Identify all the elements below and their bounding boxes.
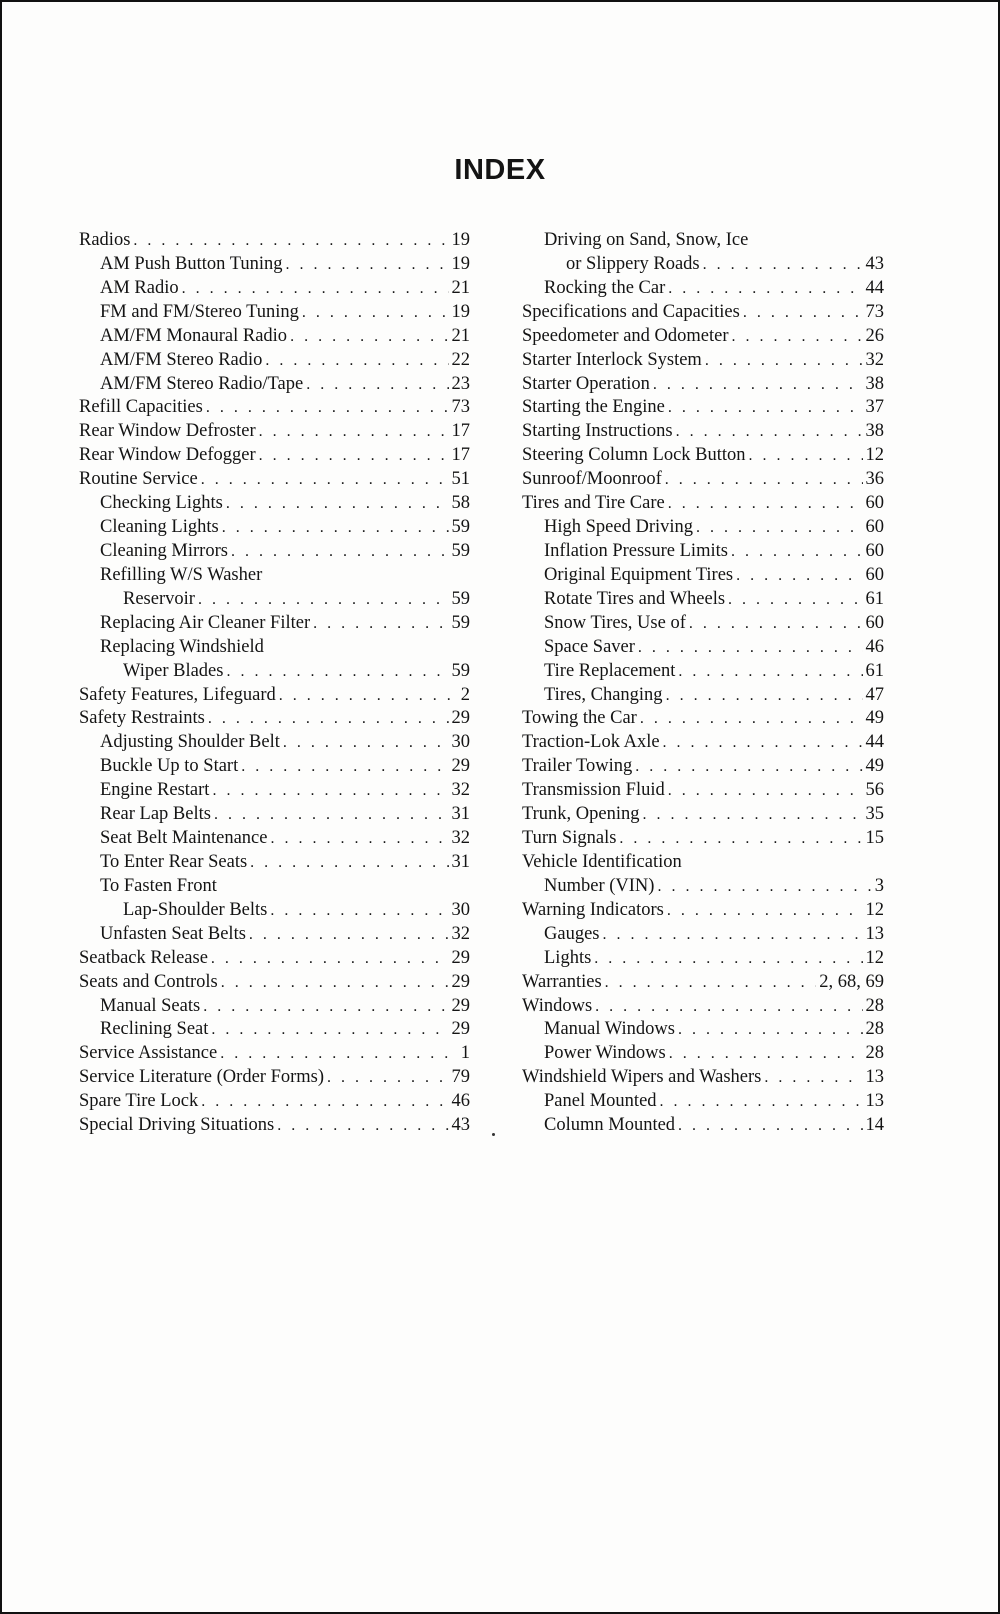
index-entry-page: 49 <box>865 708 884 729</box>
dot-leader <box>595 995 862 1019</box>
index-entry-label: Seatback Release <box>79 947 208 968</box>
index-entry <box>79 803 470 827</box>
index-entry <box>79 325 470 349</box>
index-entry-page: 3 <box>874 875 884 896</box>
index-entry-label: Cleaning Mirrors <box>100 540 228 561</box>
index-entry-label: Windshield Wipers and Washers <box>522 1067 762 1088</box>
index-entry <box>79 253 470 277</box>
index-entry-page: 17 <box>451 445 470 466</box>
dot-leader <box>743 301 863 325</box>
index-entry-label: Driving on Sand, Snow, Ice <box>544 230 749 250</box>
index-entry <box>522 1018 884 1042</box>
index-entry <box>522 1042 884 1066</box>
index-entry-label: Replacing Air Cleaner Filter <box>100 612 311 633</box>
index-entry-page: 21 <box>451 325 470 346</box>
index-entry <box>522 420 884 444</box>
index-entry <box>79 1066 470 1090</box>
index-entry-page: 28 <box>865 995 884 1016</box>
index-entry <box>522 827 884 851</box>
dot-leader <box>182 277 449 301</box>
index-entry-page: 2 <box>460 684 470 705</box>
index-entry <box>79 1114 470 1138</box>
index-entry <box>522 660 884 684</box>
dot-leader <box>668 779 863 803</box>
index-entry <box>79 899 470 923</box>
index-entry-label: Routine Service <box>79 469 198 490</box>
index-entry-page: 29 <box>451 947 470 968</box>
index-entry-page: 32 <box>865 349 884 370</box>
dot-leader <box>736 564 862 588</box>
index-entry-page: 12 <box>865 899 884 920</box>
dot-leader <box>619 827 862 851</box>
index-entry-page: 35 <box>865 804 884 825</box>
index-entry <box>79 851 470 875</box>
index-entry-label: Inflation Pressure Limits <box>544 540 728 561</box>
index-entry <box>79 277 470 301</box>
dot-leader <box>667 899 863 923</box>
index-entry-page: 29 <box>451 995 470 1016</box>
index-entry <box>79 707 470 731</box>
index-entry-page: 38 <box>865 373 884 394</box>
index-entry-page: 59 <box>451 660 470 681</box>
index-entry-label: Transmission Fluid <box>522 780 665 801</box>
index-entry-page: 12 <box>865 947 884 968</box>
index-entry <box>522 564 884 588</box>
dot-leader <box>277 1114 448 1138</box>
index-entry-label: Radios <box>79 230 131 250</box>
index-entry-label: Replacing Windshield <box>100 636 264 657</box>
index-entry-label: Power Windows <box>544 1043 666 1064</box>
index-column-left <box>79 229 470 1138</box>
page-title: INDEX <box>454 154 546 186</box>
index-entry-label: Safety Features, Lifeguard <box>79 684 276 705</box>
index-entry-page: 51 <box>451 469 470 490</box>
index-entry-label: Speedometer and Odometer <box>522 325 729 346</box>
index-entry <box>522 516 884 540</box>
index-entry-page: 19 <box>451 301 470 322</box>
index-entry-label: Rear Window Defogger <box>79 445 256 466</box>
index-entry-page: 60 <box>865 612 884 633</box>
dot-leader <box>286 253 449 277</box>
index-entry-page: 36 <box>865 469 884 490</box>
index-entry-label: Manual Seats <box>100 995 201 1016</box>
index-entry <box>79 301 470 325</box>
index-entry <box>522 731 884 755</box>
index-entry-page: 13 <box>865 923 884 944</box>
index-entry-page: 60 <box>865 540 884 561</box>
dot-leader <box>660 1090 863 1114</box>
dot-leader <box>635 755 862 779</box>
dot-leader <box>220 1042 458 1066</box>
index-entry-label: Manual Windows <box>544 1019 675 1040</box>
dot-leader <box>657 875 871 899</box>
dot-leader <box>327 1066 448 1090</box>
index-entry-page: 2, 68, 69 <box>819 971 884 992</box>
index-entry-page: 29 <box>451 708 470 729</box>
index-entry-label: Starting Instructions <box>522 421 673 442</box>
index-entry-page: 73 <box>451 397 470 418</box>
index-entry <box>79 420 470 444</box>
index-entry <box>522 803 884 827</box>
dot-leader <box>676 420 863 444</box>
index-entry <box>79 684 470 708</box>
dot-leader <box>732 325 863 349</box>
index-entry-label: Column Mounted <box>544 1115 676 1136</box>
index-entry-page: 32 <box>451 780 470 801</box>
index-entry-label: AM/FM Stereo Radio <box>100 349 263 370</box>
index-entry <box>522 899 884 923</box>
index-entry-label: Warranties <box>522 971 602 992</box>
index-entry-page: 79 <box>451 1067 470 1088</box>
dot-leader <box>211 1018 448 1042</box>
index-entry-label: Seat Belt Maintenance <box>100 828 268 849</box>
index-entry-page: 46 <box>451 1091 470 1112</box>
print-speck <box>492 1133 495 1136</box>
index-entry-page: 56 <box>865 780 884 801</box>
index-entry-page: 58 <box>451 493 470 514</box>
index-entry-page: 38 <box>865 421 884 442</box>
index-entry-label: Tires and Tire Care <box>522 493 665 514</box>
index-entry-page: 59 <box>451 540 470 561</box>
index-entry <box>522 396 884 420</box>
index-entry-label: Service Assistance <box>79 1043 218 1064</box>
index-entry-page: 49 <box>865 756 884 777</box>
index-entry <box>79 229 470 253</box>
index-entry-label: Checking Lights <box>100 493 223 514</box>
index-entry <box>79 995 470 1019</box>
index-entry-page: 14 <box>865 1115 884 1136</box>
index-entry <box>522 995 884 1019</box>
index-entry-label: Number (VIN) <box>544 875 655 896</box>
index-entry <box>79 660 470 684</box>
dot-leader <box>241 755 448 779</box>
dot-leader <box>594 947 862 971</box>
index-entry-label: Turn Signals <box>522 828 617 849</box>
dot-leader <box>222 516 449 540</box>
index-entry-label: Reclining Seat <box>100 1019 209 1040</box>
index-entry <box>522 373 884 397</box>
index-entry-label: Refill Capacities <box>79 397 203 418</box>
index-entry <box>79 636 470 660</box>
index-entry-page: 46 <box>865 636 884 657</box>
dot-leader <box>259 420 449 444</box>
index-entry <box>522 947 884 971</box>
index-entry-label: Cleaning Lights <box>100 517 219 538</box>
index-entry-label: To Fasten Front <box>100 875 217 896</box>
dot-leader <box>259 444 449 468</box>
dot-leader <box>605 971 817 995</box>
dot-leader <box>313 612 448 636</box>
index-entry <box>522 1090 884 1114</box>
index-entry <box>522 875 884 899</box>
dot-leader <box>201 1090 448 1114</box>
dot-leader <box>668 492 863 516</box>
index-entry <box>522 444 884 468</box>
dot-leader <box>728 588 862 612</box>
dot-leader <box>133 229 448 253</box>
index-entry-label: Adjusting Shoulder Belt <box>100 732 280 753</box>
dot-leader <box>749 444 863 468</box>
dot-leader <box>201 468 449 492</box>
index-entry <box>79 444 470 468</box>
index-entry-label: Seats and Controls <box>79 971 218 992</box>
index-entry <box>79 468 470 492</box>
index-entry-label: Buckle Up to Start <box>100 756 239 777</box>
dot-leader <box>669 1042 863 1066</box>
index-entry-label: To Enter Rear Seats <box>100 851 248 872</box>
dot-leader <box>270 827 448 851</box>
index-entry-label: Rear Window Defroster <box>79 421 256 442</box>
index-entry-page: 60 <box>865 493 884 514</box>
index-entry-label: Trailer Towing <box>522 756 633 777</box>
dot-leader <box>198 588 449 612</box>
index-entry <box>522 684 884 708</box>
dot-leader <box>203 995 448 1019</box>
dot-leader <box>206 396 449 420</box>
index-entry-label: Original Equipment Tires <box>544 564 734 585</box>
dot-leader <box>703 253 863 277</box>
dot-leader <box>249 923 449 947</box>
dot-leader <box>678 660 862 684</box>
index-entry-label: AM Push Button Tuning <box>100 253 283 274</box>
dot-leader <box>212 779 448 803</box>
index-entry-page: 22 <box>451 349 470 370</box>
index-entry-page: 37 <box>865 397 884 418</box>
dot-leader <box>226 492 449 516</box>
dot-leader <box>270 899 448 923</box>
index-entry-page: 31 <box>451 851 470 872</box>
index-entry-page: 23 <box>451 373 470 394</box>
index-entry-label: Engine Restart <box>100 780 210 801</box>
index-entry-label: Spare Tire Lock <box>79 1091 199 1112</box>
index-entry-label: Trunk, Opening <box>522 804 640 825</box>
dot-leader <box>731 540 863 564</box>
index-entry <box>522 755 884 779</box>
index-entry-label: Starter Interlock System <box>522 349 702 370</box>
index-entry-label: Traction-Lok Axle <box>522 732 660 753</box>
dot-leader <box>306 373 448 397</box>
index-entry <box>79 516 470 540</box>
index-entry-label: Lights <box>544 947 592 968</box>
index-entry-label: Refilling W/S Washer <box>100 564 263 585</box>
index-entry-page: 29 <box>451 756 470 777</box>
index-entry-page: 73 <box>865 301 884 322</box>
index-entry <box>522 325 884 349</box>
index-entry-page: 17 <box>451 421 470 442</box>
index-entry <box>79 396 470 420</box>
index-column-right <box>522 229 884 1138</box>
index-entry-page: 13 <box>865 1067 884 1088</box>
index-entry <box>522 612 884 636</box>
index-entry-label: Starter Operation <box>522 373 650 394</box>
index-entry <box>79 540 470 564</box>
index-entry <box>79 373 470 397</box>
dot-leader <box>250 851 448 875</box>
index-entry <box>79 971 470 995</box>
index-entry-page: 44 <box>865 277 884 298</box>
index-entry <box>79 1090 470 1114</box>
index-entry-label: AM/FM Monaural Radio <box>100 325 288 346</box>
dot-leader <box>221 971 449 995</box>
dot-leader <box>764 1066 862 1090</box>
index-entry <box>79 492 470 516</box>
index-entry <box>522 779 884 803</box>
dot-leader <box>666 684 863 708</box>
index-entry-label: Wiper Blades <box>123 660 224 681</box>
index-entry-label: Windows <box>522 995 593 1016</box>
dot-leader <box>678 1114 862 1138</box>
index-entry-label: FM and FM/Stereo Tuning <box>100 301 299 322</box>
index-entry-label: Tire Replacement <box>544 660 676 681</box>
index-entry <box>522 540 884 564</box>
index-entry <box>522 851 884 875</box>
index-entry <box>522 636 884 660</box>
index-entry-label: AM Radio <box>100 277 179 298</box>
index-entry-page: 28 <box>865 1019 884 1040</box>
index-entry-label: AM/FM Stereo Radio/Tape <box>100 373 304 394</box>
index-entry <box>79 612 470 636</box>
index-entry-page: 31 <box>451 804 470 825</box>
index-entry-label: Gauges <box>544 923 600 944</box>
index-entry <box>522 707 884 731</box>
index-entry-page: 32 <box>451 828 470 849</box>
index-entry-label: Warning Indicators <box>522 899 664 920</box>
index-entry <box>522 253 884 277</box>
index-entry <box>522 588 884 612</box>
index-entry-label: Rotate Tires and Wheels <box>544 588 726 609</box>
index-entry <box>79 827 470 851</box>
dot-leader <box>283 731 449 755</box>
index-entry-page: 13 <box>865 1091 884 1112</box>
index-entry <box>522 468 884 492</box>
dot-leader <box>705 349 863 373</box>
index-entry-page: 60 <box>865 517 884 538</box>
dot-leader <box>640 707 863 731</box>
dot-leader <box>668 396 863 420</box>
index-entry <box>79 947 470 971</box>
index-entry-page: 19 <box>451 230 470 250</box>
dot-leader <box>214 803 449 827</box>
index-entry-page: 15 <box>865 828 884 849</box>
dot-leader <box>226 660 448 684</box>
index-entry <box>79 588 470 612</box>
dot-leader <box>290 325 448 349</box>
index-entry-page: 61 <box>865 660 884 681</box>
dot-leader <box>665 468 863 492</box>
dot-leader <box>668 277 862 301</box>
index-entry-page: 29 <box>451 1019 470 1040</box>
dot-leader <box>643 803 863 827</box>
index-entry-page: 59 <box>451 588 470 609</box>
index-entry-label: High Speed Driving <box>544 517 694 538</box>
index-entry-page: 59 <box>451 517 470 538</box>
index-entry-label: Starting the Engine <box>522 397 665 418</box>
index-entry <box>79 349 470 373</box>
dot-leader <box>602 923 862 947</box>
index-entry-label: Lap-Shoulder Belts <box>123 899 268 920</box>
index-entry <box>79 875 470 899</box>
index-entry-label: Steering Column Lock Button <box>522 445 746 466</box>
index-entry-page: 1 <box>460 1043 470 1064</box>
dot-leader <box>265 349 448 373</box>
index-entry-page: 32 <box>451 923 470 944</box>
index-entry-page: 47 <box>865 684 884 705</box>
index-entry-label: Sunroof/Moonroof <box>522 469 662 490</box>
index-entry <box>522 923 884 947</box>
index-entry-page: 61 <box>865 588 884 609</box>
dot-leader <box>208 707 449 731</box>
index-entry-label: Special Driving Situations <box>79 1115 275 1136</box>
index-entry-page: 21 <box>451 277 470 298</box>
dot-leader <box>211 947 449 971</box>
index-entry <box>79 1018 470 1042</box>
index-entry <box>79 923 470 947</box>
dot-leader <box>689 612 863 636</box>
index-entry <box>522 492 884 516</box>
index-entry-page: 43 <box>451 1115 470 1136</box>
index-entry-label: Safety Restraints <box>79 708 205 729</box>
index-entry-label: Snow Tires, Use of <box>544 612 686 633</box>
index-entry-label: Rocking the Car <box>544 277 666 298</box>
dot-leader <box>302 301 449 325</box>
index-entry-page: 12 <box>865 445 884 466</box>
index-entry-page: 30 <box>451 899 470 920</box>
dot-leader <box>696 516 862 540</box>
index-entry-label: Rear Lap Belts <box>100 804 211 825</box>
index-entry-page: 60 <box>865 564 884 585</box>
index-entry-label: Reservoir <box>123 588 195 609</box>
index-entry <box>522 349 884 373</box>
index-entry-label: Panel Mounted <box>544 1091 657 1112</box>
dot-leader <box>638 636 863 660</box>
index-entry <box>522 229 884 253</box>
index-entry-label: Towing the Car <box>522 708 637 729</box>
index-entry <box>522 1114 884 1138</box>
index-entry <box>522 301 884 325</box>
index-entry-label: Unfasten Seat Belts <box>100 923 246 944</box>
index-entry-label: Tires, Changing <box>544 684 663 705</box>
index-entry <box>522 277 884 301</box>
index-entry-label: Service Literature (Order Forms) <box>79 1067 325 1088</box>
dot-leader <box>663 731 863 755</box>
index-entry <box>79 779 470 803</box>
index-entry-label: Specifications and Capacities <box>522 301 740 322</box>
dot-leader <box>653 373 863 397</box>
index-entry <box>79 755 470 779</box>
index-entry-page: 29 <box>451 971 470 992</box>
index-entry-page: 30 <box>451 732 470 753</box>
dot-leader <box>678 1018 863 1042</box>
dot-leader <box>231 540 449 564</box>
index-entry-page: 44 <box>865 732 884 753</box>
index-entry <box>79 564 470 588</box>
index-entry <box>79 1042 470 1066</box>
dot-leader <box>279 684 458 708</box>
index-entry-page: 26 <box>865 325 884 346</box>
index-entry-page: 43 <box>865 253 884 274</box>
index-entry-page: 28 <box>865 1043 884 1064</box>
index-entry-page: 19 <box>451 253 470 274</box>
index-entry-label: or Slippery Roads <box>566 253 700 274</box>
index-entry-label: Space Saver <box>544 636 635 657</box>
index-entry-label: Vehicle Identification <box>522 851 682 872</box>
index-entry <box>522 971 884 995</box>
index-entry <box>522 1066 884 1090</box>
index-entry-page: 59 <box>451 612 470 633</box>
index-entry <box>79 731 470 755</box>
